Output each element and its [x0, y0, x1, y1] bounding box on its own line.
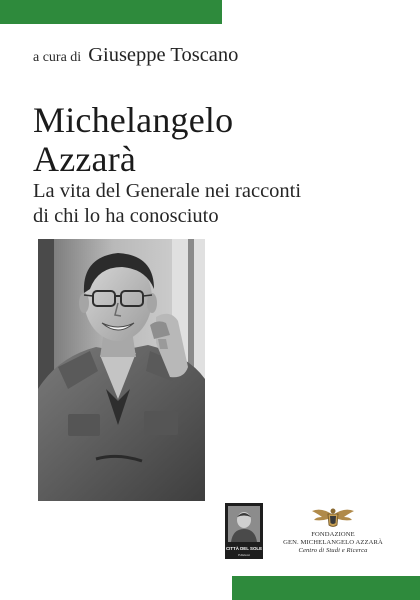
- top-green-bar: [0, 0, 222, 24]
- foundation-line3: Centro di Studi e Ricerca: [298, 547, 368, 554]
- foundation-eagle-icon: [310, 505, 356, 529]
- publisher-logo: [225, 503, 263, 559]
- curator-name: Giuseppe Toscano: [88, 44, 239, 66]
- foundation-line2: GEN. MICHELANGELO AZZARÀ: [283, 539, 383, 546]
- curator-prefix: a cura di: [33, 50, 82, 65]
- cover-photo: [38, 239, 205, 501]
- bottom-green-bar: [232, 576, 420, 600]
- book-title-line2: Azzarà: [33, 139, 137, 179]
- publisher-name: CITTÀ DEL SOLE: [225, 546, 263, 551]
- book-subtitle-line2: di chi lo ha conosciuto: [33, 205, 219, 227]
- publisher-imprint: Edizioni: [238, 553, 250, 557]
- curator-line: [33, 44, 238, 67]
- book-subtitle-line1: La vita del Generale nei racconti: [33, 180, 302, 202]
- book-title-line1: Michelangelo: [33, 100, 234, 140]
- foundation-name-block: [270, 531, 396, 555]
- foundation-line1: FONDAZIONE: [311, 531, 355, 538]
